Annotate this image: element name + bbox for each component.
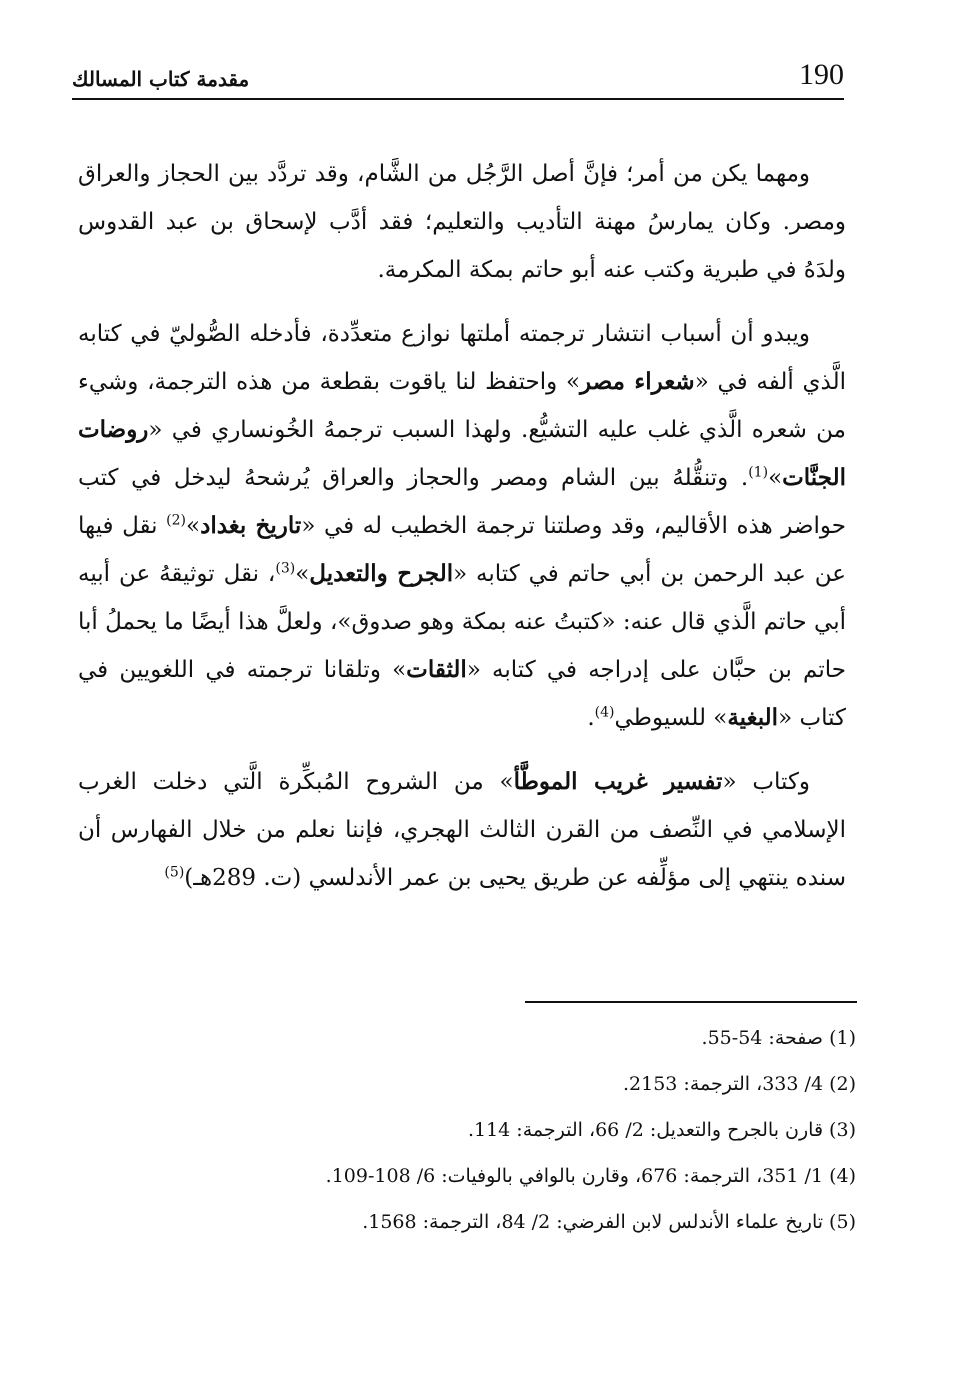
- body-paragraph: [78, 758, 846, 902]
- body-text: [78, 150, 846, 918]
- text-run: ، نقل توثيقهُ عن أبيه أبي حاتم الَّذي قال عنه: «كتبتُ عنه بمكة وهو صدوق»، ولعلَّ هذا أيضًا ما يحملُ أبا حاتم بن حبَّان على إدراجه في كتابه «: [78, 561, 846, 683]
- book-title: شعراء مصر: [580, 368, 695, 395]
- book-title: الثقات: [406, 656, 467, 683]
- book-title: تفسير غريب الموطَّأ: [513, 768, 723, 795]
- text-run: » للسيوطي: [614, 705, 728, 731]
- book-title: تاريخ بغداد: [200, 512, 302, 539]
- text-run: » من الشروح المُبكِّرة الَّتي دخلت الغرب الإسلامي في النِّصف من القرن الثالث الهجري، فإننا نعلم من خلال الفهارس أن سنده ينتهي إلى مؤلِّفه عن طريق يحيى بن عمر الأندلسي (ت. 289هـ): [78, 769, 846, 891]
- text-run: ويبدو أن أسباب انتشار ترجمته أملتها نوازع متعدِّدة، فأدخله الصُّوليّ في كتابه الَّذي ألفه في «: [78, 321, 846, 395]
- footnote-marker: (2): [166, 512, 186, 529]
- footnote-marker: (3): [275, 560, 296, 577]
- body-paragraph: [78, 150, 846, 294]
- footnote: (3) قارن بالجرح والتعديل: 2/ 66، الترجمة: 114.: [467, 1119, 856, 1141]
- footnote-marker: (5): [164, 864, 185, 881]
- header-rule: [72, 98, 844, 100]
- footnote: (2) 4/ 333، الترجمة: 2153.: [622, 1073, 856, 1095]
- book-title: الجرح والتعديل: [309, 560, 454, 587]
- footnote-separator: [525, 1001, 857, 1003]
- text-run: . وتنقُّلهُ بين الشام ومصر والحجاز والعراق يُرشحهُ ليدخل في كتب حواضر هذه الأقاليم، وقد وصلتنا ترجمة الخطيب له في «: [78, 465, 846, 539]
- footnote-marker: (1): [748, 464, 769, 481]
- footnote-marker: (4): [594, 704, 615, 721]
- text-run: .: [587, 705, 595, 731]
- running-title: مقدمة كتاب المسالك: [72, 67, 250, 91]
- book-title: البغية: [727, 704, 779, 731]
- text-run: »: [295, 561, 310, 587]
- footnote: (5) تاريخ علماء الأندلس لابن الفرضي: 2/ 84، الترجمة: 1568.: [362, 1211, 856, 1233]
- book-title: روضات الجنَّات: [78, 416, 846, 491]
- text-run: » وتلقانا ترجمته في اللغويين في كتاب «: [78, 657, 846, 731]
- footnote: (1) صفحة: 54-55.: [701, 1027, 856, 1049]
- text-run: »: [768, 465, 783, 491]
- body-paragraph: [78, 310, 846, 742]
- footnote: (4) 1/ 351، الترجمة: 676، وقارن بالوافي بالوفيات: 6/ 108-109.: [325, 1165, 856, 1187]
- text-run: ومهما يكن من أمر؛ فإنَّ أصل الرَّجُل من الشَّام، وقد تردَّد بين الحجاز والعراق ومصر. وكان يمارسُ مهنة التأديب والتعليم؛ فقد أدَّب لإسحاق بن عبد القدوس ولدَهُ في طبرية وكتب عنه أبو حاتم بمكة المكرمة.: [78, 161, 846, 283]
- text-run: وكتاب «: [722, 769, 811, 795]
- text-run: » واحتفظ لنا ياقوت بقطعة من هذه الترجمة، وشيء من شعره الَّذي غلب عليه التشيُّع. ولهذا السبب ترجمهُ الخُونساري في «: [78, 369, 846, 443]
- text-run: »: [186, 513, 201, 539]
- footnotes: [78, 1015, 856, 1245]
- page-number: 190: [799, 58, 844, 91]
- page-header: [72, 58, 844, 98]
- text-run: نقل فيها عن عبد الرحمن بن أبي حاتم في كتابه «: [78, 513, 846, 587]
